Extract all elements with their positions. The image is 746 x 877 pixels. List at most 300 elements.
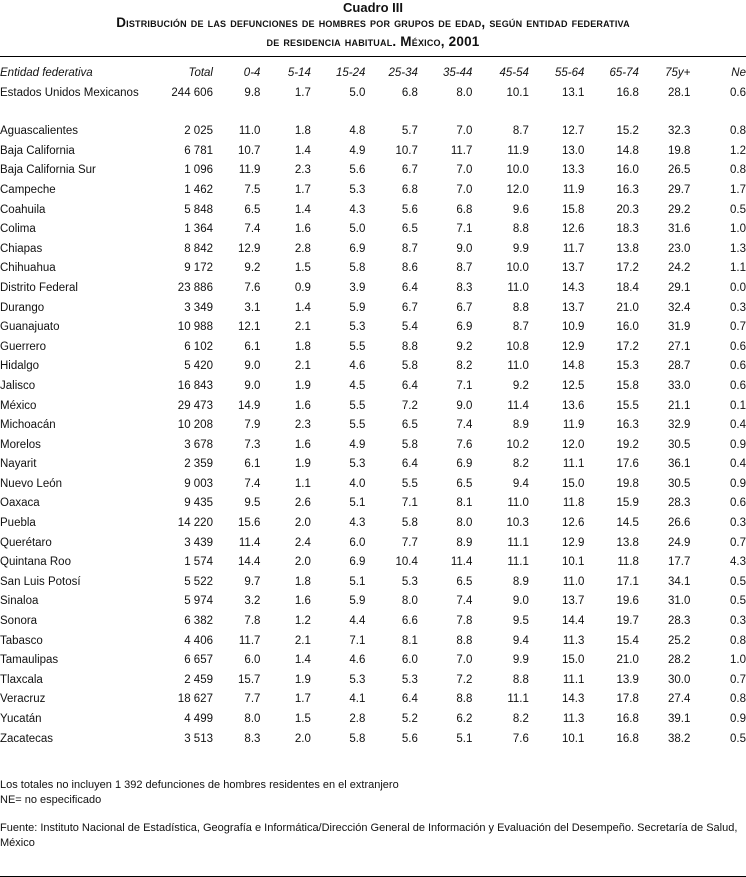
cell-value: 16.8 bbox=[616, 732, 639, 745]
cell-value: 0.6 bbox=[730, 360, 746, 373]
cell-value: 5.1 bbox=[349, 575, 366, 588]
cell-entity-name: Sonora bbox=[0, 615, 38, 628]
cell-value: 5.5 bbox=[401, 477, 418, 490]
cell-value: 21.0 bbox=[616, 301, 639, 314]
cell-value: 0.7 bbox=[730, 673, 746, 686]
table-row bbox=[0, 730, 746, 750]
cell-value: 6.8 bbox=[401, 183, 418, 196]
cell-value: 8.9 bbox=[512, 575, 529, 588]
cell-value: 32.9 bbox=[667, 419, 691, 432]
table-title-line-2: de residencia habitual. México, 2001 bbox=[266, 34, 480, 49]
cell-value: 31.9 bbox=[667, 321, 691, 334]
cell-value: 5.3 bbox=[349, 673, 366, 686]
cell-value: 29.7 bbox=[667, 183, 691, 196]
column-header: 35-44 bbox=[442, 67, 473, 79]
table-row bbox=[0, 377, 746, 397]
header-row bbox=[0, 64, 746, 84]
cell-value: 21.1 bbox=[667, 399, 691, 412]
cell-value: 10.4 bbox=[395, 556, 418, 569]
cell-value: 1.8 bbox=[294, 340, 311, 353]
cell-value: 1 096 bbox=[184, 164, 213, 177]
cell-entity-name: Puebla bbox=[0, 517, 36, 530]
cell-value: 1.2 bbox=[294, 615, 311, 628]
cell-value: 7.1 bbox=[349, 634, 366, 647]
cell-value: 7.6 bbox=[244, 281, 261, 294]
cell-value: 14.4 bbox=[562, 615, 585, 628]
cell-value: 6.0 bbox=[244, 654, 261, 667]
cell-entity-name: Baja California Sur bbox=[0, 164, 96, 177]
column-header: 45-54 bbox=[499, 67, 529, 79]
cell-entity-name: Coahuila bbox=[0, 203, 46, 216]
cell-value: 1.9 bbox=[294, 458, 311, 471]
cell-value: 2.3 bbox=[294, 164, 311, 177]
cell-value: 17.6 bbox=[616, 458, 639, 471]
note-totals: Los totales no incluyen 1 392 defunciones de hombres residentes en el extranjero bbox=[0, 779, 399, 791]
cell-value: 19.8 bbox=[667, 144, 691, 157]
cell-value: 16.8 bbox=[616, 713, 639, 725]
column-header: 0-4 bbox=[243, 67, 261, 79]
cell-value: 9.0 bbox=[244, 360, 261, 373]
cell-value: 9.4 bbox=[512, 477, 529, 490]
cell-entity-name: Estados Unidos Mexicanos bbox=[0, 86, 139, 99]
cell-value: 9 435 bbox=[184, 497, 213, 510]
cell-value: 24.9 bbox=[667, 536, 691, 549]
cell-value: 11.0 bbox=[507, 497, 529, 510]
cell-value: 0.9 bbox=[294, 281, 311, 294]
cell-value: 7.5 bbox=[244, 183, 261, 196]
cell-value: 12.1 bbox=[238, 321, 261, 334]
table-row bbox=[0, 397, 746, 417]
cell-value: 0.4 bbox=[730, 458, 746, 471]
cell-value: 1.4 bbox=[294, 301, 311, 314]
cell-entity-name: Veracruz bbox=[0, 693, 46, 706]
cell-value: 0.8 bbox=[730, 164, 746, 177]
table-row bbox=[0, 710, 746, 730]
cell-value: 12.0 bbox=[506, 183, 529, 196]
cell-value: 0.3 bbox=[730, 517, 746, 530]
cell-value: 2.0 bbox=[294, 517, 311, 530]
cell-value: 4.3 bbox=[730, 556, 746, 569]
cell-value: 11.1 bbox=[507, 556, 529, 569]
cell-entity-name: Sinaloa bbox=[0, 595, 39, 608]
cell-value: 0.5 bbox=[730, 575, 746, 588]
cell-value: 11.1 bbox=[507, 693, 529, 706]
cell-value: 1.6 bbox=[294, 595, 311, 608]
cell-value: 15.7 bbox=[238, 673, 261, 686]
cell-value: 6.9 bbox=[349, 242, 366, 255]
cell-value: 7.7 bbox=[244, 693, 261, 706]
cell-value: 1.0 bbox=[730, 654, 746, 667]
notes bbox=[0, 778, 399, 808]
top-rule bbox=[0, 56, 746, 57]
table-row bbox=[0, 220, 746, 240]
table-row bbox=[0, 475, 746, 495]
cell-value: 10.1 bbox=[562, 556, 585, 569]
cell-value: 15.2 bbox=[616, 125, 639, 138]
cell-value: 30.5 bbox=[667, 477, 691, 490]
cell-value: 19.2 bbox=[616, 438, 639, 451]
cell-value: 8.8 bbox=[456, 693, 473, 706]
cell-value: 2 025 bbox=[184, 125, 213, 138]
cell-value: 15.6 bbox=[238, 517, 261, 530]
cell-value: 2.1 bbox=[294, 321, 311, 334]
cell-value: 7.9 bbox=[244, 419, 261, 432]
cell-value: 7.1 bbox=[456, 223, 473, 236]
cell-value: 11.0 bbox=[507, 281, 529, 294]
cell-value: 32.3 bbox=[667, 125, 691, 138]
cell-value: 1.4 bbox=[294, 144, 311, 157]
cell-entity-name: Tlaxcala bbox=[0, 673, 43, 686]
cell-value: 1.4 bbox=[294, 203, 311, 216]
cell-entity-name: Baja California bbox=[0, 144, 75, 157]
cell-value: 9.2 bbox=[244, 262, 261, 275]
cell-value: 7.7 bbox=[401, 536, 418, 549]
cell-value: 0.7 bbox=[730, 321, 746, 334]
cell-value: 2.6 bbox=[294, 497, 311, 510]
cell-value: 5.5 bbox=[349, 419, 366, 432]
table-row bbox=[0, 671, 746, 691]
table-row bbox=[0, 534, 746, 554]
cell-value: 1.7 bbox=[294, 693, 311, 706]
cell-value: 6.6 bbox=[401, 615, 418, 628]
cell-value: 11.9 bbox=[238, 164, 261, 177]
cell-entity-name: Querétaro bbox=[0, 536, 52, 549]
cell-value: 19.7 bbox=[616, 615, 639, 628]
cell-value: 39.1 bbox=[667, 713, 691, 725]
cell-entity-name: Campeche bbox=[0, 183, 56, 196]
cell-value: 15.3 bbox=[616, 360, 639, 373]
cell-value: 6.7 bbox=[401, 301, 418, 314]
cell-value: 3 513 bbox=[184, 732, 213, 745]
cell-value: 4.9 bbox=[349, 438, 366, 451]
table-row bbox=[0, 161, 746, 181]
table-row bbox=[0, 240, 746, 260]
cell-value: 30.0 bbox=[667, 673, 691, 686]
cell-value: 1.2 bbox=[730, 144, 746, 157]
cell-value: 10.3 bbox=[506, 517, 529, 530]
cell-value: 8.0 bbox=[401, 595, 418, 608]
cell-value: 5.4 bbox=[401, 321, 418, 334]
cell-value: 7.8 bbox=[244, 615, 261, 628]
cell-value: 8.6 bbox=[401, 262, 418, 275]
cell-value: 4.0 bbox=[349, 477, 366, 490]
cell-value: 17.2 bbox=[616, 262, 639, 275]
cell-value: 0.1 bbox=[730, 399, 746, 412]
cell-value: 29 473 bbox=[177, 399, 213, 412]
cell-value: 8.7 bbox=[401, 242, 418, 255]
cell-value: 8 842 bbox=[184, 242, 213, 255]
cell-value: 6.4 bbox=[401, 458, 418, 471]
cell-value: 9.8 bbox=[244, 86, 261, 99]
cell-value: 7.4 bbox=[456, 419, 473, 432]
cell-value: 2.1 bbox=[294, 360, 311, 373]
cell-value: 16 843 bbox=[177, 379, 213, 392]
cell-value: 11.1 bbox=[562, 673, 585, 686]
cell-value: 9 003 bbox=[184, 477, 213, 490]
cell-value: 5.2 bbox=[401, 713, 418, 725]
cell-value: 5.1 bbox=[349, 497, 366, 510]
cell-value: 6.8 bbox=[401, 86, 418, 99]
cell-entity-name: Chiapas bbox=[0, 242, 43, 255]
cell-value: 16.3 bbox=[616, 183, 639, 196]
cell-value: 11.3 bbox=[562, 634, 585, 647]
cell-value: 1.9 bbox=[294, 673, 311, 686]
cell-value: 9.0 bbox=[512, 595, 529, 608]
cell-value: 4 499 bbox=[184, 713, 213, 725]
cell-value: 1.9 bbox=[294, 379, 311, 392]
table-row bbox=[0, 357, 746, 377]
cell-value: 5.6 bbox=[401, 732, 418, 745]
cell-value: 28.7 bbox=[667, 360, 691, 373]
cell-value: 32.4 bbox=[667, 301, 691, 314]
cell-value: 14.5 bbox=[616, 517, 639, 530]
column-header: 55-64 bbox=[554, 67, 585, 79]
cell-value: 2.8 bbox=[294, 242, 311, 255]
cell-value: 11.4 bbox=[507, 399, 529, 412]
cell-value: 0.0 bbox=[730, 281, 746, 294]
cell-entity-name: Tamaulipas bbox=[0, 654, 59, 667]
cell-value: 8.0 bbox=[456, 86, 473, 99]
cell-value: 18.4 bbox=[616, 281, 639, 294]
cell-value: 21.0 bbox=[616, 654, 639, 667]
cell-value: 8.7 bbox=[512, 125, 529, 138]
cell-value: 14.8 bbox=[562, 360, 585, 373]
cell-value: 7.6 bbox=[512, 732, 529, 745]
cell-value: 1.0 bbox=[730, 223, 746, 236]
cell-value: 14.3 bbox=[562, 693, 585, 706]
cell-value: 5.8 bbox=[401, 438, 418, 451]
cell-value: 0.6 bbox=[730, 86, 746, 99]
cell-value: 11.7 bbox=[238, 634, 261, 647]
cell-value: 5.9 bbox=[349, 595, 366, 608]
cell-value: 14.3 bbox=[562, 281, 585, 294]
table-row bbox=[0, 632, 746, 652]
cell-value: 13.9 bbox=[616, 673, 639, 686]
cell-value: 8.8 bbox=[512, 673, 529, 686]
cell-value: 11.0 bbox=[507, 360, 529, 373]
cell-value: 1.5 bbox=[294, 262, 311, 275]
cell-value: 12.6 bbox=[562, 223, 585, 236]
cell-value: 5.3 bbox=[401, 673, 418, 686]
cell-value: 9 172 bbox=[184, 262, 213, 275]
cell-value: 7.4 bbox=[456, 595, 473, 608]
cell-value: 15.8 bbox=[562, 203, 585, 216]
table-row bbox=[0, 122, 746, 142]
cell-value: 5.5 bbox=[349, 399, 366, 412]
cell-value: 7.4 bbox=[244, 477, 261, 490]
cell-value: 0.9 bbox=[730, 438, 746, 451]
cell-value: 1 364 bbox=[184, 223, 213, 236]
cell-value: 12.9 bbox=[562, 340, 585, 353]
cell-value: 15.9 bbox=[616, 497, 639, 510]
cell-value: 9.6 bbox=[512, 203, 529, 216]
cell-value: 14.4 bbox=[238, 556, 261, 569]
cell-value: 28.3 bbox=[667, 497, 691, 510]
cell-value: 13.8 bbox=[616, 536, 639, 549]
cell-value: 4.5 bbox=[349, 379, 366, 392]
table-row bbox=[0, 142, 746, 162]
cell-value: 244 606 bbox=[171, 86, 213, 99]
cell-value: 28.2 bbox=[667, 654, 691, 667]
cell-value: 11.3 bbox=[562, 713, 585, 725]
column-header: 25-34 bbox=[388, 67, 418, 79]
note-ne: NE= no especificado bbox=[0, 794, 102, 806]
cell-value: 19.6 bbox=[616, 595, 639, 608]
cell-value: 2 359 bbox=[184, 458, 213, 471]
cell-value: 0.8 bbox=[730, 125, 746, 138]
table-row bbox=[0, 201, 746, 221]
cell-value: 8.2 bbox=[512, 458, 529, 471]
cell-value: 8.8 bbox=[456, 634, 473, 647]
cell-value: 4.9 bbox=[349, 144, 366, 157]
cell-value: 6.4 bbox=[401, 281, 418, 294]
table-body bbox=[0, 84, 746, 750]
cell-value: 8.8 bbox=[512, 301, 529, 314]
cell-value: 9.4 bbox=[512, 634, 529, 647]
cell-value: 11.9 bbox=[562, 183, 585, 196]
cell-value: 0.3 bbox=[730, 301, 746, 314]
cell-value: 16.0 bbox=[616, 321, 639, 334]
cell-value: 1.6 bbox=[294, 399, 311, 412]
cell-value: 6 102 bbox=[184, 340, 213, 353]
cell-value: 1 462 bbox=[184, 183, 213, 196]
cell-value: 6.5 bbox=[244, 203, 261, 216]
cell-entity-name: Guerrero bbox=[0, 340, 47, 353]
cell-value: 34.1 bbox=[667, 575, 691, 588]
table-row bbox=[0, 338, 746, 358]
cell-entity-name: México bbox=[0, 399, 37, 412]
cell-value: 12.9 bbox=[238, 242, 261, 255]
cell-entity-name: Durango bbox=[0, 301, 45, 314]
cell-value: 1.3 bbox=[730, 242, 746, 255]
cell-value: 15.8 bbox=[616, 379, 639, 392]
cell-value: 11.7 bbox=[562, 242, 585, 255]
cell-value: 5.6 bbox=[349, 164, 366, 177]
cell-value: 0.8 bbox=[730, 693, 746, 706]
cell-value: 3.1 bbox=[244, 301, 261, 314]
cell-value: 0.4 bbox=[730, 419, 746, 432]
cell-value: 6.9 bbox=[456, 458, 473, 471]
cell-value: 12.7 bbox=[562, 125, 585, 138]
cell-value: 6.4 bbox=[401, 693, 418, 706]
cell-value: 5.8 bbox=[349, 262, 366, 275]
cell-value: 7.8 bbox=[456, 615, 473, 628]
cell-value: 9.9 bbox=[512, 242, 529, 255]
cell-entity-name: Jalisco bbox=[0, 379, 36, 392]
cell-value: 12.6 bbox=[562, 517, 585, 530]
cell-value: 20.3 bbox=[616, 203, 639, 216]
cell-value: 1.8 bbox=[294, 125, 311, 138]
cell-value: 13.3 bbox=[562, 164, 585, 177]
cell-value: 6.9 bbox=[456, 321, 473, 334]
cell-value: 4.4 bbox=[349, 615, 366, 628]
cell-value: 6 657 bbox=[184, 654, 213, 667]
cell-value: 6 781 bbox=[184, 144, 213, 157]
cell-value: 4 406 bbox=[184, 634, 213, 647]
cell-value: 4.6 bbox=[349, 654, 366, 667]
cell-value: 7.4 bbox=[244, 223, 261, 236]
cell-value: 1.1 bbox=[294, 477, 311, 490]
cell-value: 1.7 bbox=[294, 86, 311, 99]
cell-value: 1.7 bbox=[730, 183, 746, 196]
cell-entity-name: Distrito Federal bbox=[0, 281, 78, 294]
cell-value: 9.0 bbox=[244, 379, 261, 392]
cell-value: 11.0 bbox=[238, 125, 261, 138]
cell-value: 12.0 bbox=[562, 438, 585, 451]
table-row bbox=[0, 279, 746, 299]
cell-value: 4.3 bbox=[349, 203, 366, 216]
cell-value: 9.0 bbox=[456, 399, 473, 412]
cell-entity-name: Nuevo León bbox=[0, 477, 63, 490]
cell-value: 7.1 bbox=[401, 497, 418, 510]
cell-value: 3.2 bbox=[244, 595, 261, 608]
cell-value: 0.7 bbox=[730, 536, 746, 549]
cell-value: 2.4 bbox=[294, 536, 311, 549]
cell-value: 2.3 bbox=[294, 419, 311, 432]
cell-value: 0.5 bbox=[730, 595, 746, 608]
cell-entity-name: Colima bbox=[0, 223, 36, 236]
cell-value: 10.8 bbox=[506, 340, 529, 353]
cell-value: 2.8 bbox=[349, 713, 366, 725]
cell-value: 24.2 bbox=[667, 262, 691, 275]
cell-value: 3.9 bbox=[349, 281, 366, 294]
cell-value: 28.1 bbox=[667, 86, 691, 99]
cell-value: 5.0 bbox=[349, 86, 366, 99]
cell-value: 6.4 bbox=[401, 379, 418, 392]
table-row bbox=[0, 553, 746, 573]
cell-value: 6.5 bbox=[401, 223, 418, 236]
cell-entity-name: Michoacán bbox=[0, 419, 56, 432]
cell-value: 8.8 bbox=[512, 223, 529, 236]
cell-value: 6.7 bbox=[456, 301, 473, 314]
cell-value: 7.0 bbox=[456, 125, 473, 138]
cell-value: 9.5 bbox=[244, 497, 261, 510]
cell-value: 17.8 bbox=[616, 693, 639, 706]
cell-value: 14.9 bbox=[238, 399, 261, 412]
cell-value: 11.4 bbox=[450, 556, 473, 569]
cell-value: 10.0 bbox=[506, 164, 529, 177]
cell-value: 5.8 bbox=[401, 517, 418, 530]
cell-value: 26.5 bbox=[667, 164, 691, 177]
cell-value: 5 974 bbox=[184, 595, 213, 608]
cell-value: 12.5 bbox=[562, 379, 585, 392]
source-note: Fuente: Instituto Nacional de Estadística, Geografía e Informática/Dirección General de Información y Evaluación del Desempeño. Secretaría de Salud, México bbox=[0, 822, 738, 849]
cell-value: 5.0 bbox=[349, 223, 366, 236]
cell-entity-name: Nayarit bbox=[0, 458, 37, 471]
cell-value: 0.6 bbox=[730, 497, 746, 510]
cell-value: 9.7 bbox=[244, 575, 261, 588]
cell-value: 0.5 bbox=[730, 732, 746, 745]
cell-value: 10.9 bbox=[562, 321, 585, 334]
cell-value: 15.0 bbox=[562, 477, 585, 490]
cell-entity-name: Hidalgo bbox=[0, 360, 39, 373]
cell-value: 13.6 bbox=[562, 399, 585, 412]
cell-value: 10.7 bbox=[395, 144, 418, 157]
table-row bbox=[0, 573, 746, 593]
cell-value: 17.7 bbox=[667, 556, 691, 569]
cell-value: 0.9 bbox=[730, 713, 746, 725]
cell-entity-name: San Luis Potosí bbox=[0, 575, 81, 588]
cell-value: 9.5 bbox=[512, 615, 529, 628]
cell-value: 14.8 bbox=[616, 144, 639, 157]
cell-value: 10.7 bbox=[238, 144, 261, 157]
table-title-line-1: Distribución de las defunciones de hombres por grupos de edad, según entidad federativa bbox=[116, 15, 630, 30]
cell-value: 5 848 bbox=[184, 203, 213, 216]
cell-value: 13.7 bbox=[562, 595, 585, 608]
cell-value: 11.9 bbox=[507, 144, 529, 157]
cell-value: 0.3 bbox=[730, 615, 746, 628]
cell-value: 31.6 bbox=[667, 223, 691, 236]
